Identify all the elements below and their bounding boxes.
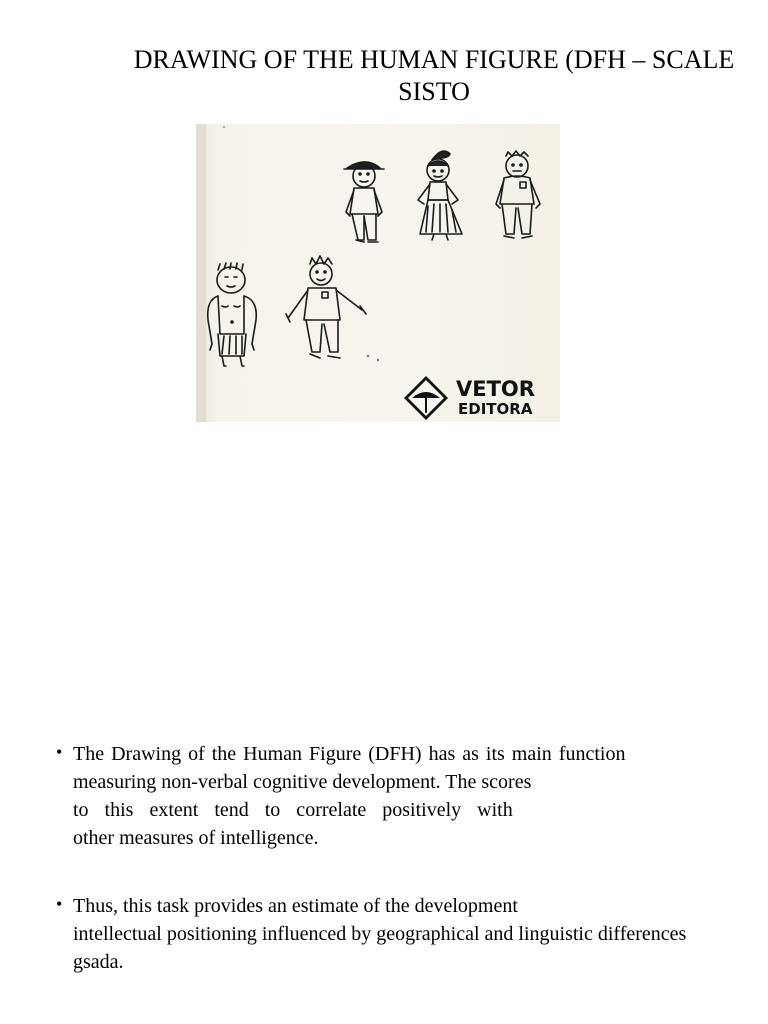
cover-illustration bbox=[196, 124, 560, 422]
bullet-1-line-1: The Drawing of the Human Figure (DFH) has as its main function bbox=[73, 743, 626, 765]
bullet-2-line-1: Thus, this task provides an estimate of the development bbox=[73, 895, 518, 917]
bullet-item-1 bbox=[56, 740, 768, 852]
slide-title bbox=[100, 44, 768, 108]
figure-spiky-hair-boy bbox=[286, 256, 366, 358]
bullet-2-line-2: intellectual positioning influenced by geographical and linguistic differences bbox=[73, 923, 687, 945]
publisher-name-text: VETOR bbox=[456, 377, 535, 401]
bullet-1-line-2: measuring non-verbal cognitive development. The scores bbox=[73, 771, 532, 793]
figure-shirtless-man bbox=[208, 263, 257, 366]
book-cover-image bbox=[196, 124, 560, 422]
publisher-subname-text: EDITORA bbox=[458, 400, 533, 418]
bullet-list bbox=[56, 740, 768, 976]
bullet-2-line-3: gsada. bbox=[73, 951, 124, 973]
slide-title-line-2: SISTO bbox=[398, 77, 470, 106]
bullet-1-line-4: other measures of intelligence. bbox=[73, 827, 319, 849]
figure-boy-with-cap bbox=[344, 162, 384, 242]
bullet-item-2 bbox=[56, 892, 768, 976]
vetor-editora-logo-icon bbox=[404, 376, 448, 420]
figure-man-with-sweater bbox=[496, 151, 540, 238]
bullet-1-line-3: to this extent tend to correlate positively with bbox=[73, 799, 513, 821]
bullet-marker: • bbox=[56, 742, 63, 762]
bullet-marker: • bbox=[56, 894, 63, 914]
figure-girl-with-ponytail bbox=[418, 151, 462, 240]
slide-title-line-1: DRAWING OF THE HUMAN FIGURE (DFH – SCALE bbox=[133, 45, 735, 74]
